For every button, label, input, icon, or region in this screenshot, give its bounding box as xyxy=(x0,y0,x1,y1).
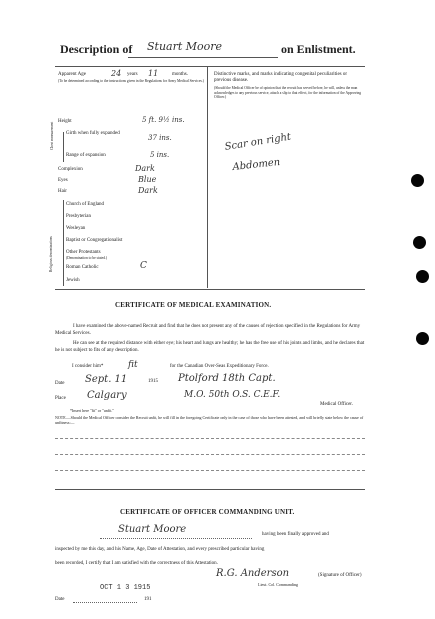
medical-date-year: 1915 xyxy=(148,379,158,384)
range-value: 5 ins. xyxy=(150,151,170,159)
officer-signature: R.G. Anderson xyxy=(216,568,290,579)
description-prefix: Description of xyxy=(60,42,133,56)
medical-officer-signature: Ptolford 18th Capt. xyxy=(178,373,276,384)
binder-hole-4 xyxy=(416,332,429,345)
religion-brace xyxy=(63,200,64,286)
consider-prefix: I consider him* xyxy=(72,364,104,369)
religion-presbyterian: Presbyterian xyxy=(66,214,91,219)
religion-church-of-england: Church of England xyxy=(66,202,105,207)
eyes-label: Eyes xyxy=(58,178,68,183)
note-line-2 xyxy=(55,454,365,455)
insert-note: *Insert here "fit" or "unfit." xyxy=(70,408,114,413)
description-suffix: on Enlistment. xyxy=(281,42,356,56)
medical-place-value: Calgary xyxy=(87,390,127,401)
religion-label: Religious denominations xyxy=(49,236,53,272)
complexion-label: Complexion xyxy=(58,167,83,172)
medical-date-value: Sept. 11 xyxy=(85,374,128,385)
height-label: Height xyxy=(58,119,72,124)
apparent-age-label: Apparent Age xyxy=(58,72,86,77)
chest-label: Chest measurement xyxy=(50,121,54,150)
medical-para-1: I have examined the above-named Recruit and find that he does not present any of the causes of rejection specified in the Regulations for Army Medical Services. xyxy=(55,324,361,336)
religion-roman-catholic: Roman Catholic xyxy=(66,265,99,270)
medical-date-label: Date xyxy=(55,381,65,386)
age-note: (To be determined according to the instructions given in the Regulations for Army Medical Services.) xyxy=(58,79,204,83)
religion-jewish: Jewish xyxy=(66,278,80,283)
medical-officer-unit: M.O. 50th O.S. C.E.F. xyxy=(184,390,281,400)
description-heading xyxy=(60,42,132,57)
years-label: years xyxy=(127,72,138,77)
medical-top-rule xyxy=(55,289,365,290)
medical-place-label: Place xyxy=(55,396,66,401)
hair-label: Hair xyxy=(58,189,67,194)
medical-title: CERTIFICATE OF MEDICAL EXAMINATION. xyxy=(115,301,272,309)
religion-wesleyan: Wesleyan xyxy=(66,226,86,231)
marks-note: (Should the Medical Officer be of opinion that the recruit has served before, he will, unless the man acknowledges to any previous service, attach a slip to that effect, for the information of the Approving Officer.) xyxy=(214,86,362,99)
roman-catholic-mark: C xyxy=(140,261,147,271)
officer-year-suffix: 191 xyxy=(144,597,152,602)
consider-value: fit xyxy=(128,360,138,370)
girth-value: 37 ins. xyxy=(148,134,172,142)
complexion-value: Dark xyxy=(135,164,155,173)
officer-date-label: Date xyxy=(55,597,65,602)
months-label: months. xyxy=(172,72,188,77)
officer-signature-label: (Signature of Officer) xyxy=(318,573,362,578)
officer-recruit-name: Stuart Moore xyxy=(118,524,187,535)
girth-label: Girth when fully expanded xyxy=(66,131,120,136)
note-line-1 xyxy=(55,438,365,439)
religion-other-protestants: Other Protestants xyxy=(66,250,101,255)
chest-brace xyxy=(63,132,64,162)
binder-hole-2 xyxy=(413,236,426,249)
marks-heading: Distinctive marks, and marks indicating congenital peculiarities or previous disease. xyxy=(214,72,348,83)
marks-line-2: Abdomen xyxy=(232,156,281,173)
form-center-divider xyxy=(207,66,208,288)
consider-suffix: for the Canadian Over-Seas Expeditionary Force. xyxy=(170,364,269,369)
form-top-rule xyxy=(55,66,365,67)
binder-hole-1 xyxy=(411,174,424,187)
binder-hole-3 xyxy=(416,270,429,283)
medical-note: NOTE.—Should the Medical Officer consider the Recruit unfit, he will fill in the foregoing Certificate only in the case of those who have been attested, and will briefly state below the cause of unfitness:— xyxy=(55,415,364,425)
marks-line-1: Scar on right xyxy=(224,131,292,153)
officer-line-3: been recorded, I certify that I am satisfied with the correctness of this Attestation. xyxy=(55,561,218,566)
age-months-value: 11 xyxy=(148,69,159,78)
officer-name-underline xyxy=(100,538,252,539)
eyes-value: Blue xyxy=(138,175,157,184)
hair-value: Dark xyxy=(138,186,158,195)
officer-date-line xyxy=(73,602,137,603)
note-line-3 xyxy=(55,470,365,471)
age-years-value: 24 xyxy=(111,69,122,78)
other-protestants-note: (Denomination to be stated.) xyxy=(66,256,108,260)
medical-para-2: He can see at the required distance with either eye; his heart and lungs are healthy; he has the free use of his joints and limbs, and he declares that he is not subject to fits of any description. xyxy=(55,341,365,353)
medical-officer-label: Medical Officer. xyxy=(320,402,353,407)
recruit-name: Stuart Moore xyxy=(147,40,223,53)
officer-line-2: inspected by me this day, and his Name, Age, Date of Attestation, and every prescribed particular having xyxy=(55,547,265,552)
religion-baptist: Baptist or Congregationalist xyxy=(66,238,123,243)
officer-signature-sub: Lieut. Col. Commanding xyxy=(258,582,298,587)
officer-title: CERTIFICATE OF OFFICER COMMANDING UNIT. xyxy=(120,508,295,516)
height-value: 5 ft. 9½ ins. xyxy=(142,116,185,124)
officer-line-1-suffix: having been finally approved and xyxy=(262,532,329,537)
officer-date-stamp: OCT 1 3 1915 xyxy=(100,584,151,592)
range-label: Range of expansion xyxy=(66,153,106,158)
name-underline xyxy=(128,57,278,58)
officer-top-rule xyxy=(55,489,365,490)
